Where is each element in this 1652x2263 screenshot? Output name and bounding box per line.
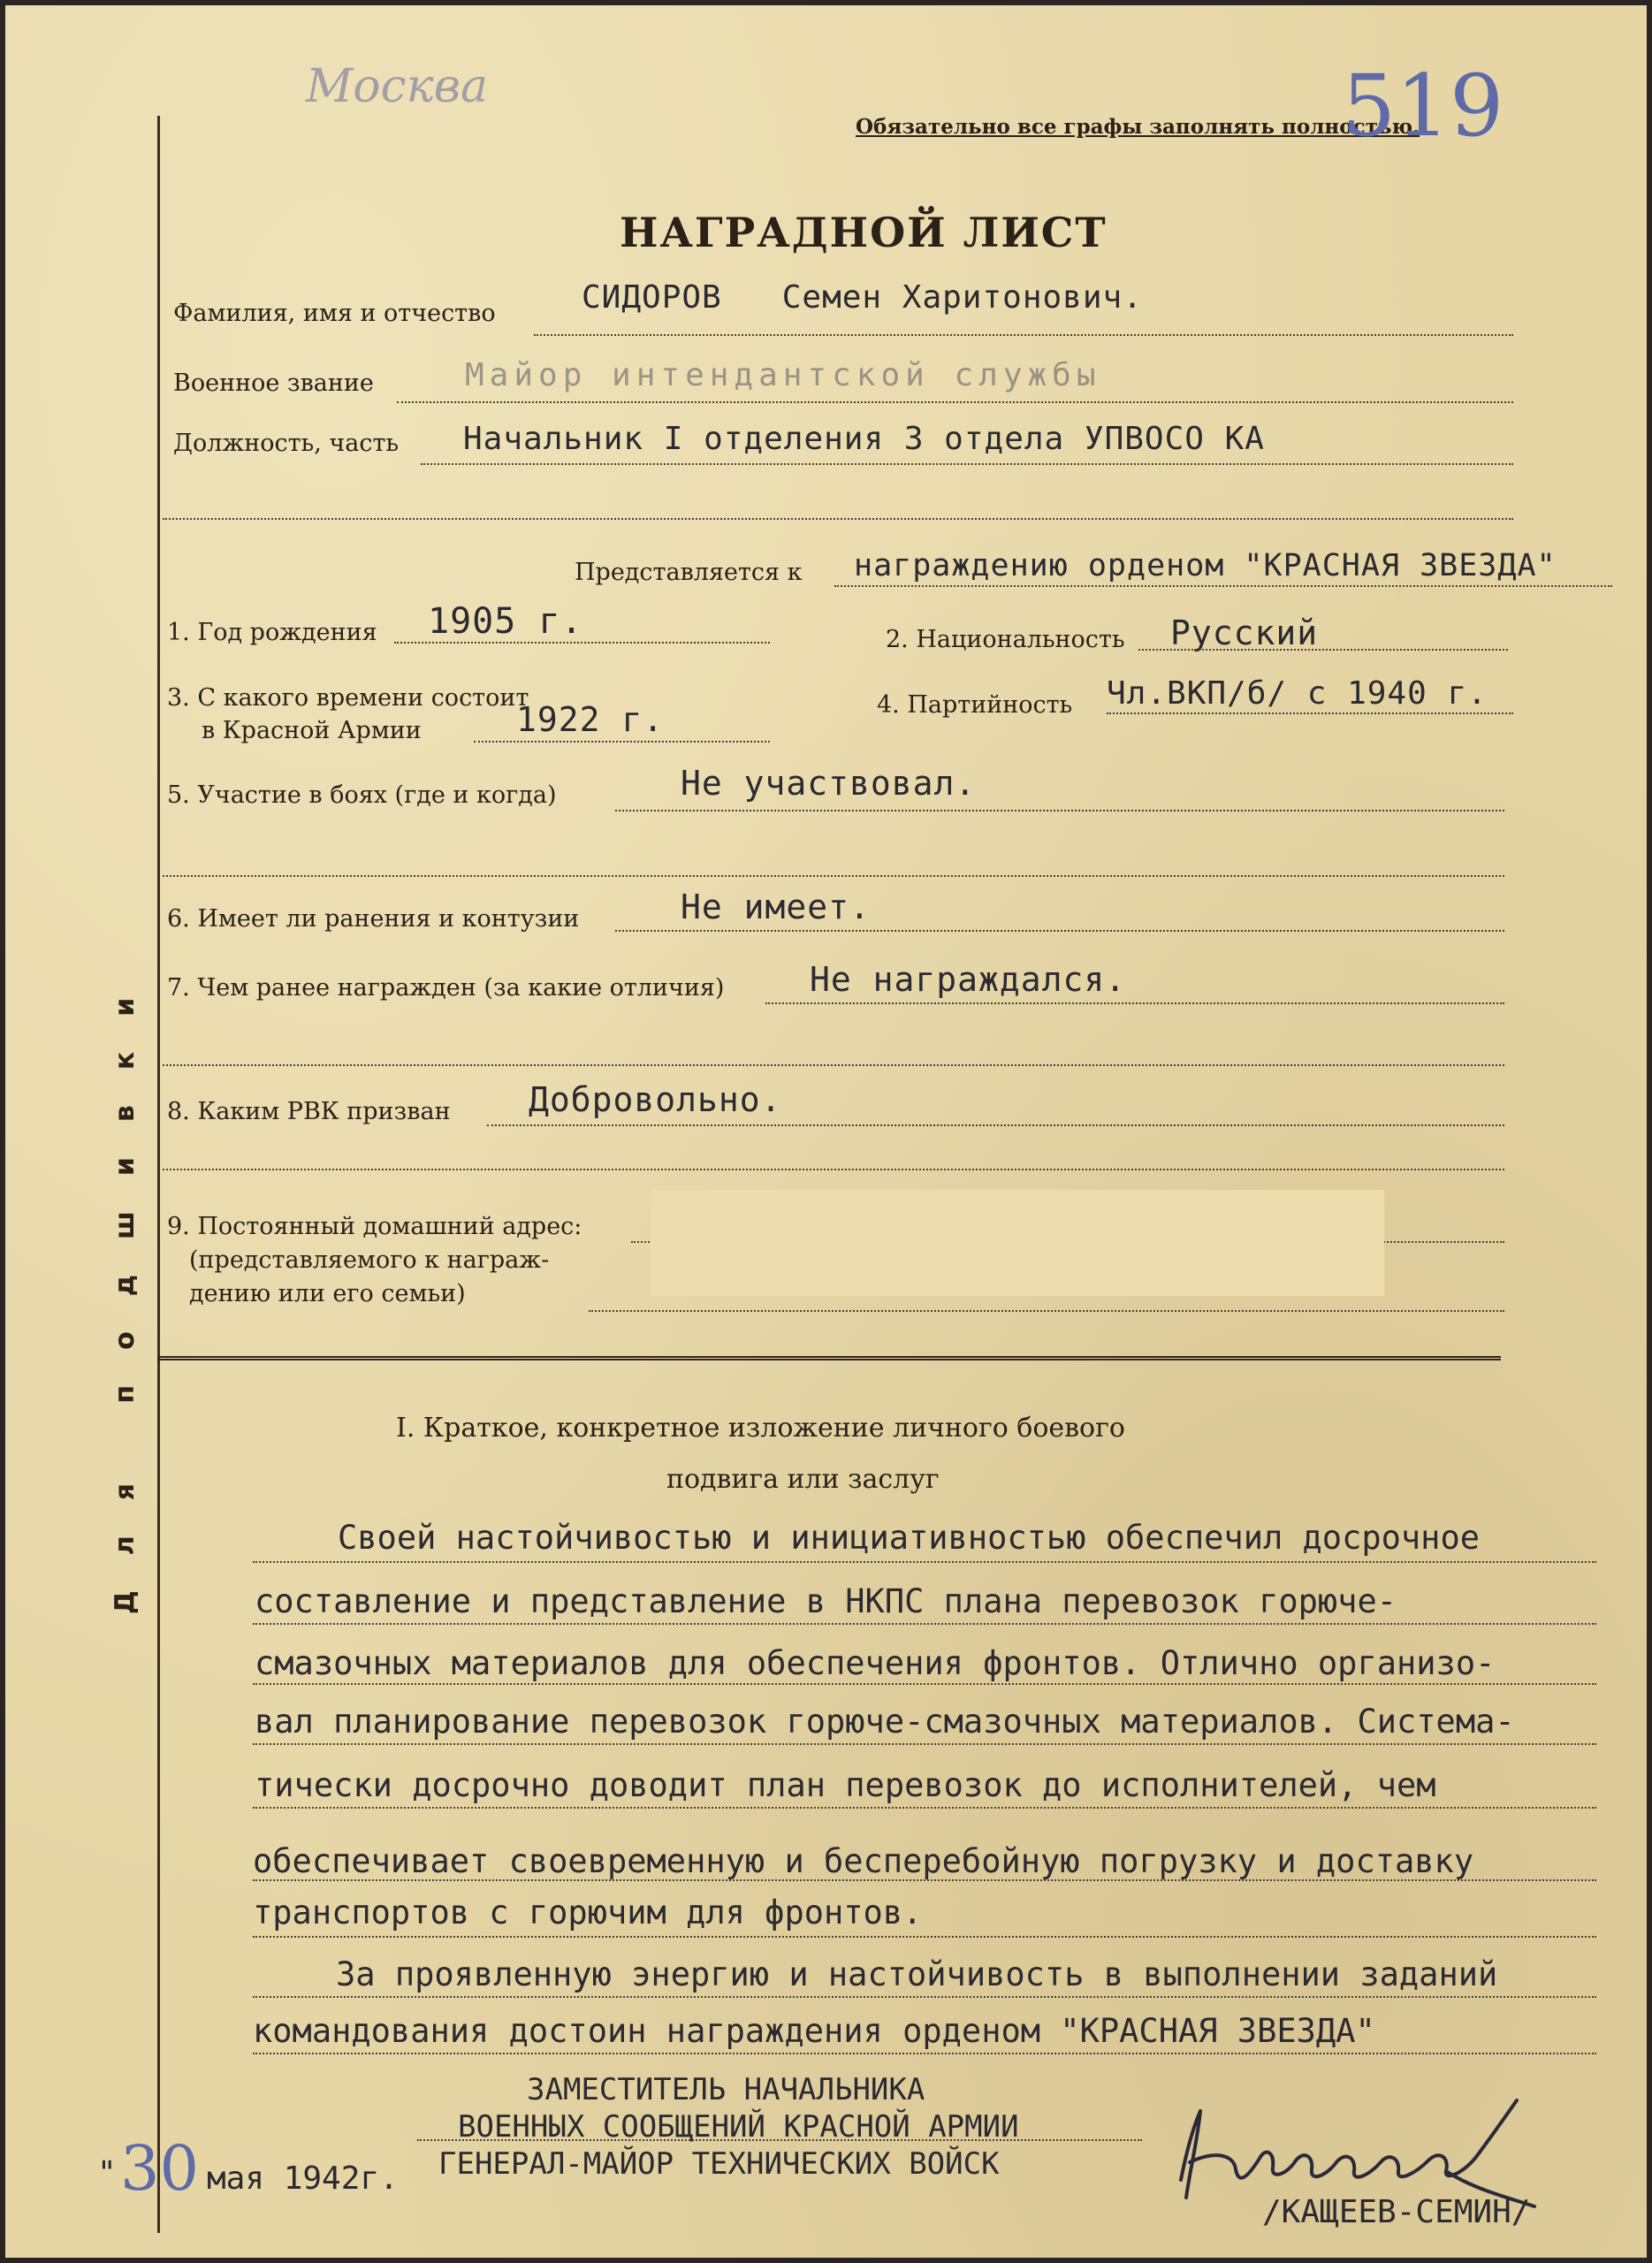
date-rest: мая 1942г.: [207, 2160, 399, 2197]
service-label-line1: 3. С какого времени состоит: [167, 684, 529, 712]
nomination-value: награждению орденом "КРАСНАЯ ЗВЕЗДА": [854, 548, 1557, 583]
citation-line: командования достоин награждения орденом "КРАСНАЯ ЗВЕЗДА": [253, 2012, 1375, 2050]
sheet-number: 519: [1342, 57, 1504, 156]
citation-rule: [253, 1996, 1596, 1998]
battles-label: 5. Участие в боях (где и когда): [167, 781, 557, 809]
battles-value: Не участвовал.: [681, 764, 977, 803]
service-value: 1922 г.: [516, 700, 665, 739]
birth-year-rule: [394, 642, 770, 644]
nationality-value: Русский: [1170, 613, 1319, 652]
birth-year-label: 1. Год рождения: [167, 619, 377, 646]
address-rule-2: [589, 1310, 1504, 1312]
awards-label: 7. Чем ранее награжден (за какие отличия): [167, 974, 725, 1002]
citation-rule: [253, 1879, 1596, 1881]
rvk-label: 8. Каким РВК призван: [167, 1098, 451, 1125]
signatory-title-line1: ЗАМЕСТИТЕЛЬ НАЧАЛЬНИКА: [527, 2072, 925, 2107]
date-day: 30: [120, 2132, 200, 2205]
service-rule: [474, 741, 770, 743]
position-rule: [421, 463, 1513, 465]
awards-value: Не награждался.: [810, 960, 1127, 999]
address-label-line1: 9. Постоянный домашний адрес:: [167, 1213, 582, 1240]
signature-rule: [417, 2139, 1142, 2141]
wounds-value: Не имеет.: [681, 888, 871, 926]
battles-rule: [615, 810, 1504, 811]
citation-line: транспортов с горючим для фронтов.: [253, 1893, 923, 1932]
position-rule-2: [163, 518, 1513, 520]
party-value: Чл.ВКП/б/ с 1940 г.: [1107, 675, 1488, 712]
citation-line: Своей настойчивостью и инициативностью обеспечил досрочное: [338, 1519, 1481, 1557]
section-heading-line2: подвига или заслуг: [666, 1464, 940, 1495]
document-title: НАГРАДНОЙ ЛИСТ: [620, 209, 1108, 256]
wounds-label: 6. Имеет ли ранения и контузии: [167, 905, 580, 933]
nationality-label: 2. Национальность: [886, 626, 1125, 653]
citation-rule: [253, 1936, 1596, 1938]
signatory-title-line3: ГЕНЕРАЛ-МАЙОР ТЕХНИЧЕСКИХ ВОЙСК: [438, 2146, 1000, 2182]
rvk-rule: [487, 1124, 1504, 1126]
name-rule: [534, 334, 1513, 336]
citation-rule: [253, 1807, 1596, 1809]
birth-year-value: 1905 г.: [428, 601, 583, 642]
nomination-rule: [834, 585, 1612, 587]
binding-margin-line: [157, 116, 160, 2233]
citation-rule: [253, 2053, 1596, 2054]
wounds-rule: [615, 930, 1504, 932]
address-label-line2: (представляемого к награж-: [189, 1246, 550, 1274]
address-redaction: [651, 1190, 1384, 1296]
name-value: СИДОРОВ Семен Харитонович.: [582, 279, 1143, 316]
section-divider: [157, 1356, 1501, 1360]
instruction-note: Обязательно все графы заполнять полностью.: [856, 115, 1420, 139]
citation-line: За проявленную энергию и настойчивость в выполнении заданий: [336, 1955, 1498, 1993]
citation-line: вал планирование перевозок горюче-смазочных материалов. Система-: [255, 1703, 1515, 1741]
nationality-rule: [1138, 649, 1508, 651]
rank-rule: [397, 401, 1513, 403]
awards-rule-2: [163, 1064, 1504, 1066]
nomination-label: Представляется к: [575, 559, 803, 586]
rvk-rule-2: [163, 1169, 1504, 1170]
binding-side-text: Для подшивки: [110, 962, 141, 1614]
citation-line: тически досрочно доводит план перевозок до исполнителей, чем: [255, 1766, 1436, 1804]
citation-rule: [253, 1623, 1596, 1625]
name-label: Фамилия, имя и отчество: [173, 300, 496, 327]
rank-label: Военное звание: [173, 370, 374, 397]
award-sheet: [5, 5, 1647, 2258]
service-label-line2: в Красной Армии: [202, 717, 422, 744]
citation-rule: [253, 1561, 1596, 1563]
signatory-name: /КАЩЕЕВ-СЕМИН/: [1262, 2194, 1531, 2230]
position-value: Начальник I отделения 3 отдела УПВОСО КА: [463, 421, 1265, 457]
citation-line: смазочных материалов для обеспечения фронтов. Отлично организо-: [255, 1644, 1496, 1682]
section-heading-line1: I. Краткое, конкретное изложение личного боевого: [396, 1413, 1125, 1444]
party-rule: [1107, 712, 1513, 714]
signatory-title-line2: ВОЕННЫХ СООБЩЕНИЙ КРАСНОЙ АРМИИ: [458, 2109, 1019, 2145]
rvk-value: Добровольно.: [529, 1080, 782, 1119]
party-label: 4. Партийность: [877, 691, 1073, 719]
corner-handwriting: Москва: [306, 60, 488, 113]
position-label: Должность, часть: [173, 430, 400, 457]
awards-rule: [765, 1002, 1504, 1004]
citation-line: составление и представление в НКПС плана перевозок горюче-: [255, 1582, 1397, 1620]
citation-line: обеспечивает своевременную и бесперебойную погрузку и доставку: [253, 1842, 1474, 1880]
date-quote: ": [97, 2155, 117, 2191]
citation-rule: [253, 1743, 1596, 1745]
address-label-line3: дению или его семьи): [189, 1280, 466, 1307]
battles-rule-2: [163, 875, 1504, 877]
citation-rule: [253, 1683, 1596, 1685]
rank-value: Майор интендантской службы: [465, 357, 1101, 393]
